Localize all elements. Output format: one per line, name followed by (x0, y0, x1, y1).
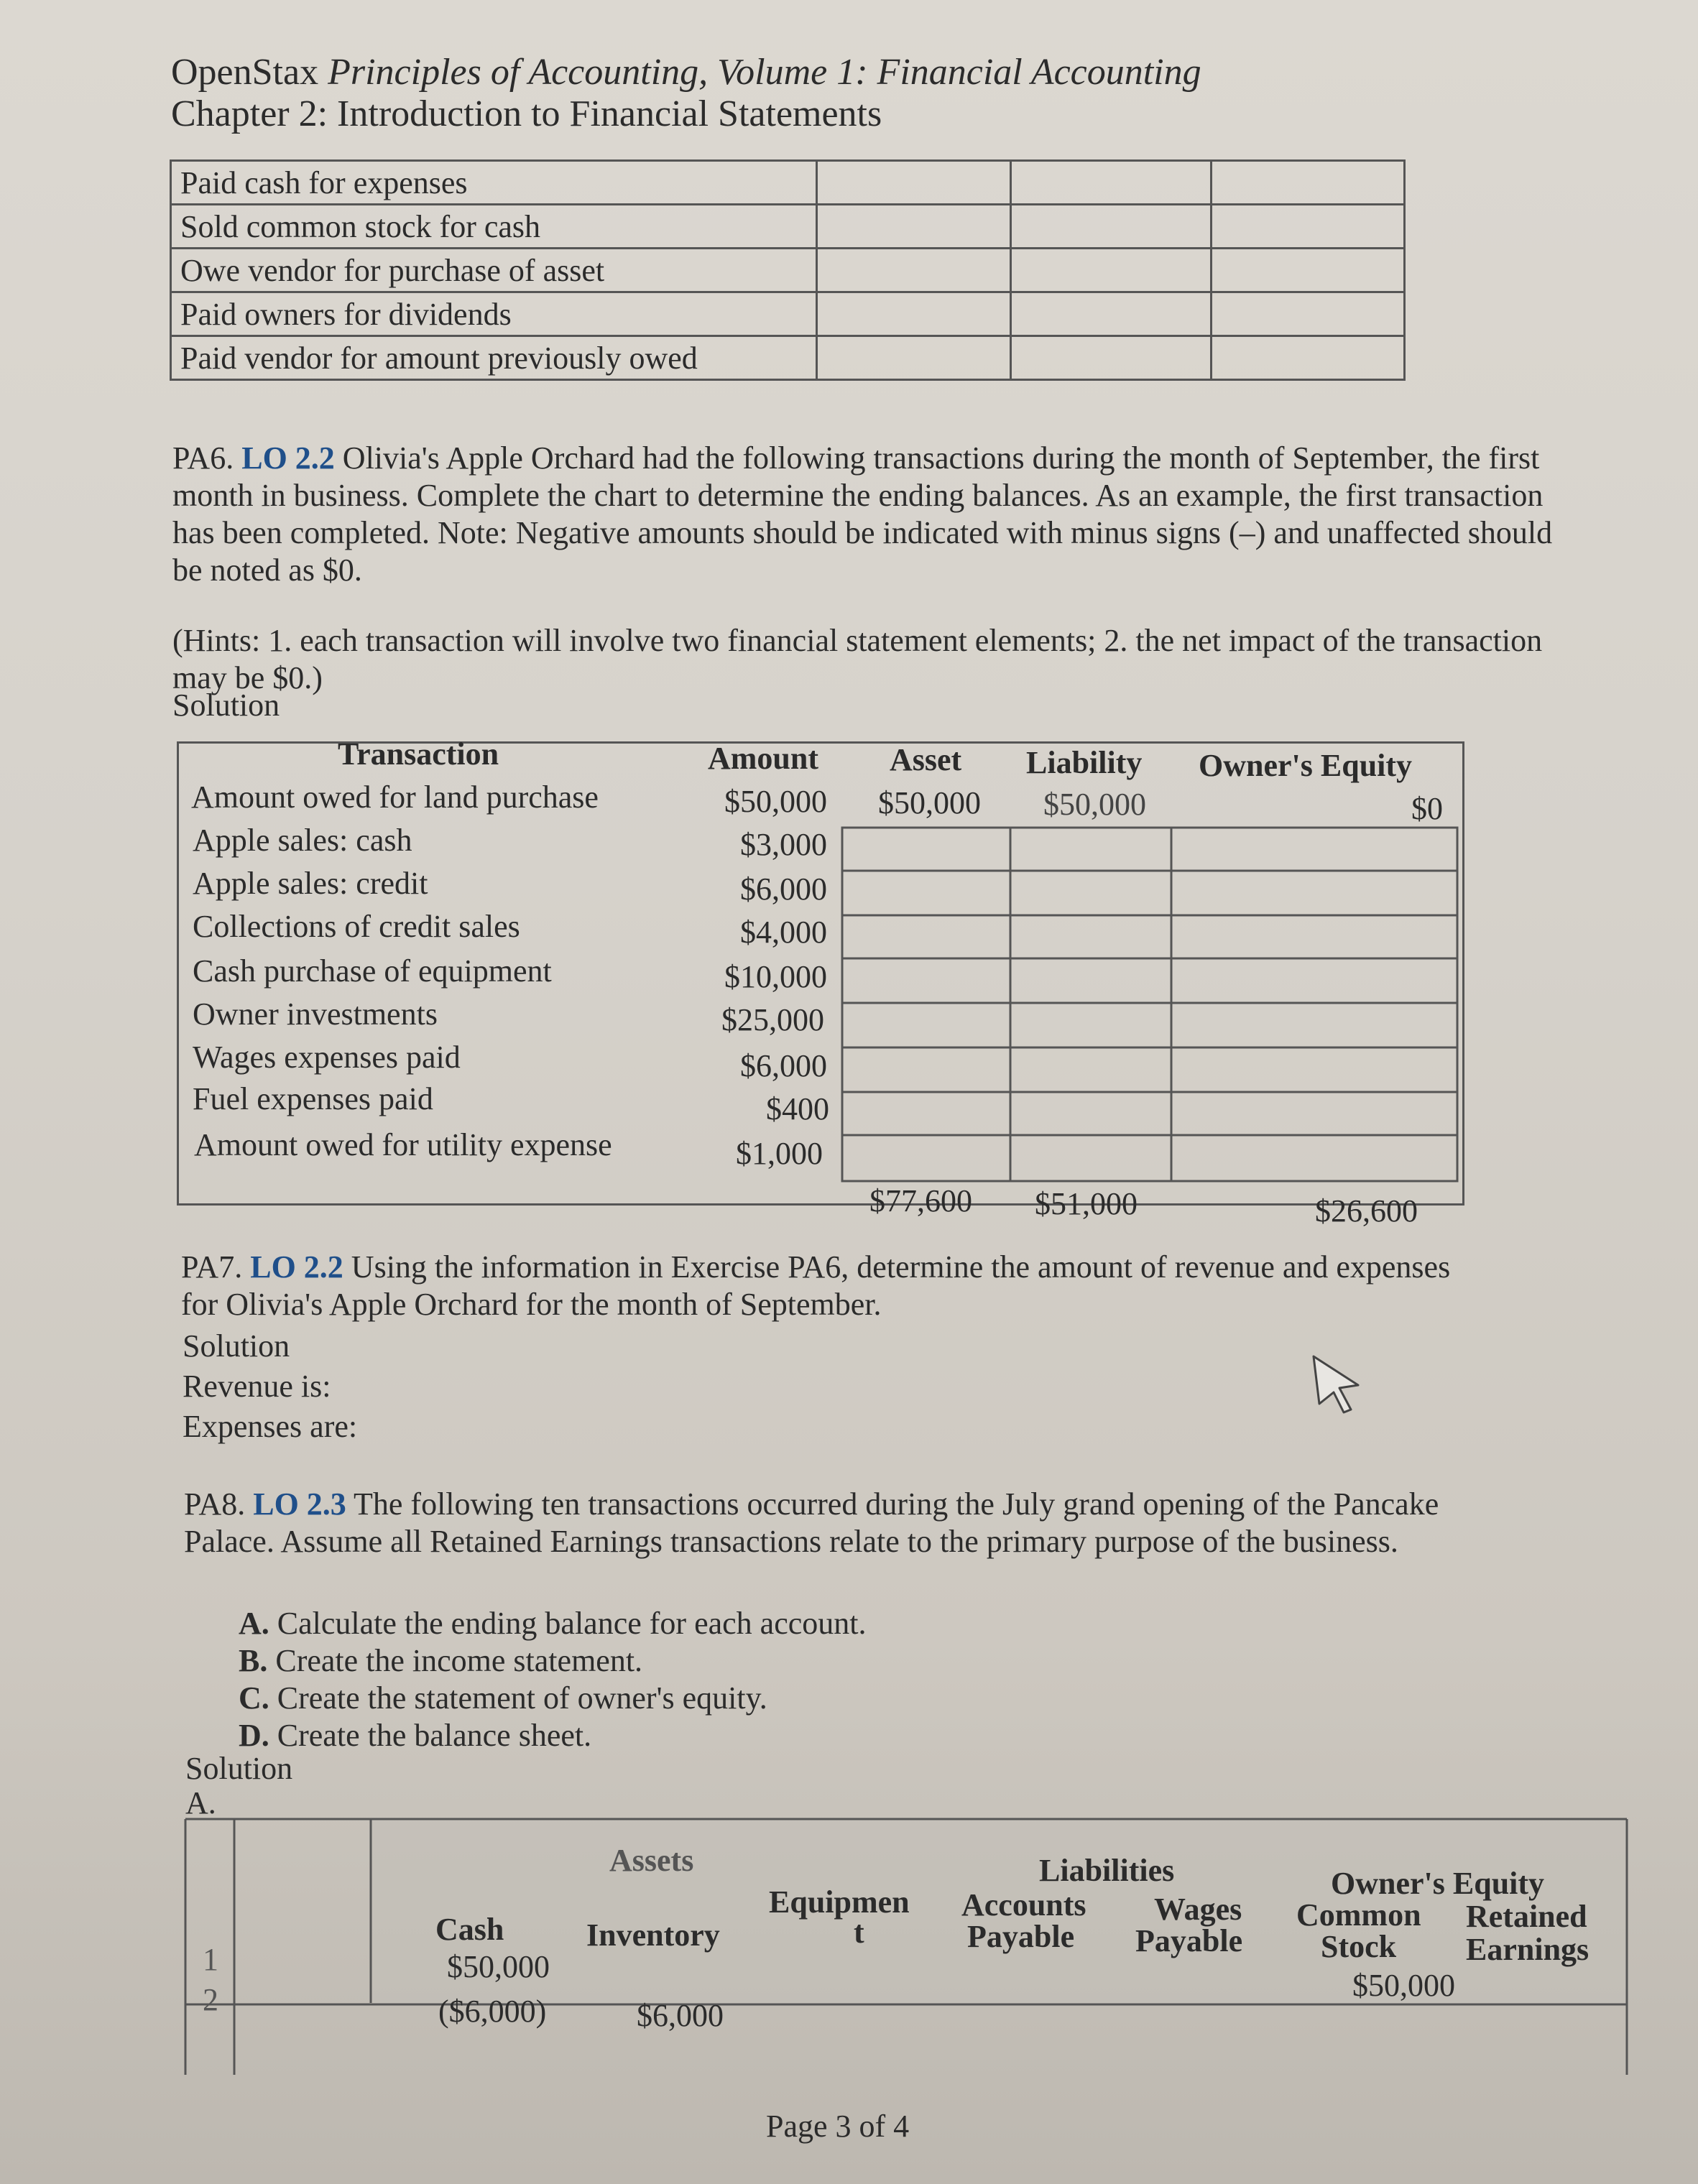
pa6-solution-label: Solution (172, 688, 280, 723)
row-number: 1 (203, 1942, 218, 1977)
total-asset: $77,600 (869, 1183, 972, 1218)
step-text: Create the balance sheet. (277, 1718, 592, 1753)
pa6-prompt (172, 440, 1574, 589)
row2-cash: ($6,000) (438, 1994, 547, 2029)
col-header-equipment: Equipmen (769, 1884, 910, 1920)
group-header-assets: Assets (609, 1843, 694, 1878)
col-header-transaction: Transaction (338, 736, 499, 772)
row1-common-stock: $50,000 (1352, 1968, 1455, 2003)
pa6-lo-link[interactable]: LO 2.2 (241, 440, 335, 476)
pa8-text: The following ten transactions occurred during the July grand opening of the Pancake Palace. Assume all Retained Earnings transactions relate to the primary purpose of the business. (184, 1486, 1439, 1559)
transaction-label: Apple sales: credit (193, 866, 428, 901)
pa6-code: PA6. (172, 440, 234, 476)
book-prefix: OpenStax (171, 52, 328, 93)
step-text: Create the income statement. (275, 1643, 643, 1678)
col-header-common-stock: Common (1296, 1897, 1421, 1933)
col-header-retained-earnings-2: Earnings (1466, 1932, 1589, 1967)
mouse-pointer-icon (1308, 1352, 1372, 1417)
pa7-text: Using the information in Exercise PA6, determine the amount of revenue and expenses for Olivia's Apple Orchard for the month of September. (181, 1249, 1451, 1322)
group-header-liabilities: Liabilities (1039, 1853, 1175, 1888)
col-header-common-stock-2: Stock (1321, 1929, 1397, 1964)
book-title-line (171, 52, 1201, 93)
step-letter: C. (239, 1680, 269, 1716)
group-header-equity: Owner's Equity (1331, 1866, 1545, 1901)
transaction-label: Cash purchase of equipment (193, 953, 552, 989)
pa8-lo-link[interactable]: LO 2.3 (253, 1486, 346, 1522)
example-amount: $50,000 (724, 784, 827, 819)
pa8-step (239, 1680, 767, 1717)
top-transaction-table (170, 159, 1406, 381)
amount-value: $4,000 (740, 915, 827, 950)
step-letter: D. (239, 1718, 269, 1753)
example-equity: $0 (1411, 791, 1443, 826)
table-row (171, 336, 1405, 380)
example-liability: $50,000 (1043, 787, 1146, 822)
step-text: Calculate the ending balance for each account. (277, 1606, 867, 1641)
example-asset: $50,000 (878, 785, 981, 820)
col-header-accounts-payable-2: Payable (967, 1919, 1075, 1954)
col-header-accounts-payable: Accounts (961, 1887, 1086, 1922)
pa7-revenue-label: Revenue is: (183, 1369, 331, 1404)
amount-value: $25,000 (721, 1002, 824, 1037)
transaction-label: Wages expenses paid (193, 1040, 461, 1075)
amount-value: $1,000 (736, 1136, 823, 1171)
page-number: Page 3 of 4 (766, 2109, 910, 2144)
row1-cash: $50,000 (447, 1949, 550, 1984)
table-cell: Sold common stock for cash (171, 205, 817, 249)
col-header-equipment-wrap: t (854, 1915, 864, 1950)
pa7-prompt (181, 1249, 1489, 1323)
pa8-prompt (184, 1486, 1521, 1560)
col-header-cash: Cash (435, 1912, 504, 1947)
step-text: Create the statement of owner's equity. (277, 1680, 767, 1716)
col-header-amount: Amount (708, 741, 819, 776)
pa8-part-label: A. (185, 1785, 216, 1820)
chapter-title: Chapter 2: Introduction to Financial Statements (171, 93, 882, 134)
table-row (171, 249, 1405, 292)
transaction-label: Owner investments (193, 996, 438, 1032)
transaction-label: Apple sales: cash (193, 823, 412, 858)
pa6-hints: (Hints: 1. each transaction will involve two financial statement elements; 2. the net impact of the transaction may be $0.) (172, 623, 1543, 695)
table-cell: Paid cash for expenses (171, 161, 817, 205)
amount-value: $6,000 (740, 871, 827, 907)
pa8-solution-label: Solution (185, 1751, 293, 1786)
col-header-liability: Liability (1026, 745, 1143, 780)
transaction-label: Amount owed for utility expense (194, 1127, 612, 1162)
pa8-step (239, 1642, 642, 1680)
table-row (171, 292, 1405, 336)
transaction-label: Fuel expenses paid (193, 1081, 433, 1116)
transaction-label: Collections of credit sales (193, 909, 520, 944)
col-header-inventory: Inventory (586, 1917, 720, 1953)
col-header-wages-payable-2: Payable (1135, 1923, 1243, 1958)
pa8-step (239, 1605, 866, 1642)
amount-value: $400 (766, 1091, 829, 1126)
step-letter: B. (239, 1643, 268, 1678)
pa7-solution-label: Solution (183, 1328, 290, 1364)
table-cell: Paid vendor for amount previously owed (171, 336, 817, 380)
pa8-solution-table (184, 1818, 1628, 2076)
row-number: 2 (203, 1982, 218, 2017)
total-liability: $51,000 (1035, 1186, 1138, 1221)
pa7-expenses-label: Expenses are: (183, 1409, 358, 1444)
example-transaction: Amount owed for land purchase (191, 779, 599, 815)
book-title: Principles of Accounting, Volume 1: Financial Accounting (328, 52, 1201, 93)
total-equity: $26,600 (1315, 1193, 1418, 1228)
pa7-lo-link[interactable]: LO 2.2 (250, 1249, 343, 1285)
col-header-equity: Owner's Equity (1199, 748, 1413, 783)
pa7-code: PA7. (181, 1249, 243, 1285)
amount-value: $6,000 (740, 1048, 827, 1083)
pa6-text: Olivia's Apple Orchard had the following transactions during the month of September, the first month in business. Complete the chart to determine the ending balances. As an example, the first transaction has been completed. Note: Negative amounts should be indicated with minus signs (–) and unaffected should be noted as $0. (172, 440, 1553, 588)
table-row (171, 205, 1405, 249)
amount-value: $10,000 (724, 959, 827, 994)
table-cell: Owe vendor for purchase of asset (171, 249, 817, 292)
step-letter: A. (239, 1606, 269, 1641)
pa8-code: PA8. (184, 1486, 246, 1522)
answer-grid[interactable] (841, 826, 1459, 1200)
pa8-step (239, 1717, 591, 1754)
col-header-wages-payable: Wages (1154, 1892, 1242, 1927)
amount-value: $3,000 (740, 827, 827, 862)
col-header-asset: Asset (890, 742, 962, 777)
col-header-retained-earnings: Retained (1466, 1899, 1587, 1934)
row2-inventory: $6,000 (637, 1998, 724, 2033)
table-cell: Paid owners for dividends (171, 292, 817, 336)
table-row (171, 161, 1405, 205)
